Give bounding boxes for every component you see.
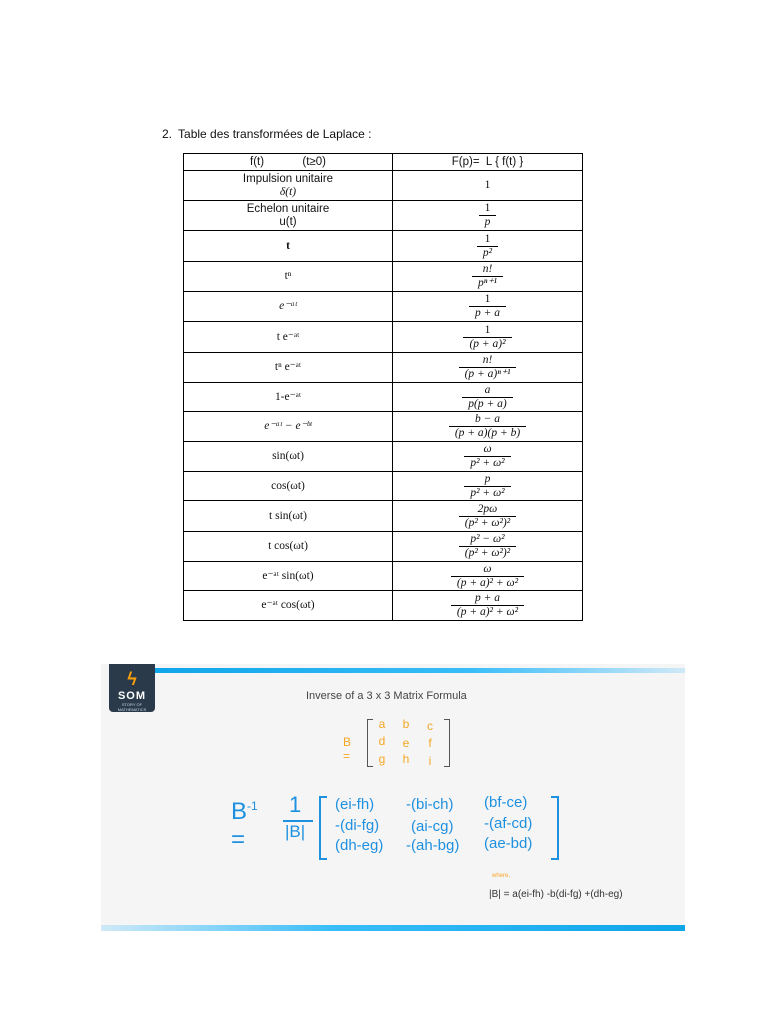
table-row	[184, 501, 583, 532]
matrix-cell: -(di-fg)	[335, 817, 380, 834]
denominator: pⁿ⁺¹	[472, 276, 503, 290]
matrix-cell: (ai-cg)	[411, 818, 454, 835]
numerator: 1	[484, 232, 491, 245]
panel-title: Inverse of a 3 x 3 Matrix Formula	[306, 690, 467, 702]
fraction	[464, 443, 510, 470]
inverse-lhs	[231, 798, 258, 854]
table-row	[184, 532, 583, 562]
numerator: p² − ω²	[470, 533, 505, 545]
top-accent-bar	[146, 668, 685, 673]
denominator: (p + a)² + ω²	[451, 605, 524, 619]
denominator: p + a	[469, 306, 506, 320]
cell-f: 1-e⁻ᵃᵗ	[184, 383, 393, 412]
fraction-denominator: |B|	[285, 822, 306, 841]
matrix-cell: -(bi-ch)	[406, 796, 454, 813]
heading-number: 2.	[162, 127, 173, 141]
section-heading	[162, 127, 371, 141]
table-row	[184, 171, 583, 201]
denominator: (p + a)(p + b)	[449, 426, 526, 440]
numerator: ω	[483, 562, 492, 575]
numerator: 1	[484, 323, 491, 336]
denominator: p²	[477, 246, 498, 260]
table-row	[184, 591, 583, 621]
cell-f: cos(ωt)	[184, 472, 393, 501]
header-Fp: F(p)= L { f(t) }	[393, 154, 583, 171]
denominator: p(p + a)	[462, 397, 512, 411]
cell-f-line1: Impulsion unitaire	[242, 172, 334, 185]
som-logo-text: SOM	[117, 690, 147, 702]
fraction	[459, 533, 516, 560]
numerator: 1	[484, 293, 491, 305]
fraction	[463, 324, 511, 351]
matrix-cell: (bf-ce)	[484, 794, 528, 811]
denominator: p² + ω²	[464, 486, 510, 500]
fraction	[451, 563, 524, 590]
matrix-cell: (dh-eg)	[335, 837, 384, 854]
table-row	[184, 442, 583, 472]
matrix-cell: e	[402, 736, 410, 750]
table-row	[184, 201, 583, 231]
fraction	[477, 233, 498, 260]
matrix-b-label: B =	[343, 735, 352, 763]
cell-f: sin(ωt)	[184, 442, 393, 472]
determinant-formula: |B| = a(ei-fh) -b(di-fg) +(dh-eg)	[489, 889, 623, 900]
table-row	[184, 322, 583, 353]
numerator: 2pω	[477, 502, 498, 515]
numerator: p + a	[474, 592, 500, 604]
where-label: where,	[492, 873, 511, 879]
denominator: (p + a)² + ω²	[451, 576, 524, 590]
table-row	[184, 231, 583, 262]
cell-f-line2: u(t)	[279, 215, 297, 228]
left-bracket	[367, 719, 373, 767]
matrix-cell: b	[402, 717, 410, 731]
matrix-cell: (ae-bd)	[484, 835, 533, 852]
lhs-symbol: B	[231, 798, 248, 825]
header-ft: f(t) (t≥0)	[184, 154, 393, 171]
table-row	[184, 412, 583, 442]
denominator: (p + a)²	[463, 337, 511, 351]
denominator: (p² + ω²)²	[459, 516, 516, 530]
matrix-cell: f	[428, 736, 432, 750]
table-row	[184, 383, 583, 412]
table-row	[184, 472, 583, 501]
denominator: p	[479, 215, 497, 229]
cell-F: 1	[393, 171, 583, 201]
matrix-cell: (ei-fh)	[335, 796, 375, 813]
cell-f-line2: δ(t)	[279, 185, 297, 198]
cell-f: e⁻ᵃᵗ	[184, 292, 393, 322]
cell-f: t	[184, 231, 393, 262]
heading-text: Table des transformées de Laplace :	[178, 127, 372, 141]
fraction	[462, 384, 512, 411]
cell-f: t sin(ωt)	[184, 501, 393, 532]
fraction	[479, 202, 497, 229]
som-logo	[109, 664, 155, 712]
cell-f-line1: Echelon unitaire	[246, 202, 330, 215]
fraction	[449, 413, 526, 440]
cell-f: t cos(ωt)	[184, 532, 393, 562]
bottom-accent-bar	[101, 925, 685, 931]
table-row	[184, 353, 583, 383]
denominator: p² + ω²	[464, 456, 510, 470]
laplace-table	[183, 153, 583, 621]
numerator: 1	[484, 202, 491, 214]
cell-f: e⁻ᵃᵗ − e⁻ᵇᵗ	[184, 412, 393, 442]
matrix-cell: a	[378, 717, 386, 731]
fraction	[469, 293, 506, 320]
denominator: (p + a)ⁿ⁺¹	[459, 367, 517, 381]
table-row	[184, 262, 583, 292]
denominator: (p² + ω²)²	[459, 546, 516, 560]
lhs-superscript: -1	[247, 799, 258, 813]
right-bracket	[551, 796, 559, 860]
left-bracket	[319, 796, 327, 860]
matrix-cell: h	[402, 752, 410, 766]
cell-f: tⁿ e⁻ᵃᵗ	[184, 353, 393, 383]
fraction	[472, 263, 503, 290]
cell-f: e⁻ᵃᵗ sin(ωt)	[184, 562, 393, 591]
table-header-row	[184, 154, 583, 171]
numerator: n!	[482, 263, 493, 275]
matrix-cell: c	[427, 719, 433, 733]
matrix-cell: i	[428, 754, 432, 768]
table-row	[184, 292, 583, 322]
fraction	[464, 473, 510, 500]
numerator: a	[484, 383, 491, 396]
numerator: ω	[483, 443, 492, 455]
numerator: b − a	[474, 413, 500, 425]
som-logo-icon: ϟ	[127, 669, 137, 689]
table-row	[184, 562, 583, 591]
cell-f: e⁻ᵃᵗ cos(ωt)	[184, 591, 393, 621]
fraction	[459, 503, 516, 530]
cell-f: t e⁻ᵃᵗ	[184, 322, 393, 353]
matrix-cell: -(af-cd)	[484, 815, 533, 832]
numerator: n!	[482, 354, 493, 366]
som-logo-subtext: STORY OF MATHEMATICS	[117, 702, 147, 712]
right-bracket	[444, 719, 450, 767]
matrix-cell: d	[378, 734, 386, 748]
som-inverse-matrix-panel	[101, 664, 685, 931]
fraction	[451, 592, 524, 619]
matrix-cell: -(ah-bg)	[406, 837, 460, 854]
equals-sign: =	[231, 826, 246, 853]
cell-f: tⁿ	[184, 262, 393, 292]
numerator: p	[484, 472, 491, 485]
matrix-cell: g	[378, 752, 386, 766]
fraction	[459, 354, 517, 381]
fraction-numerator: 1	[289, 792, 302, 817]
